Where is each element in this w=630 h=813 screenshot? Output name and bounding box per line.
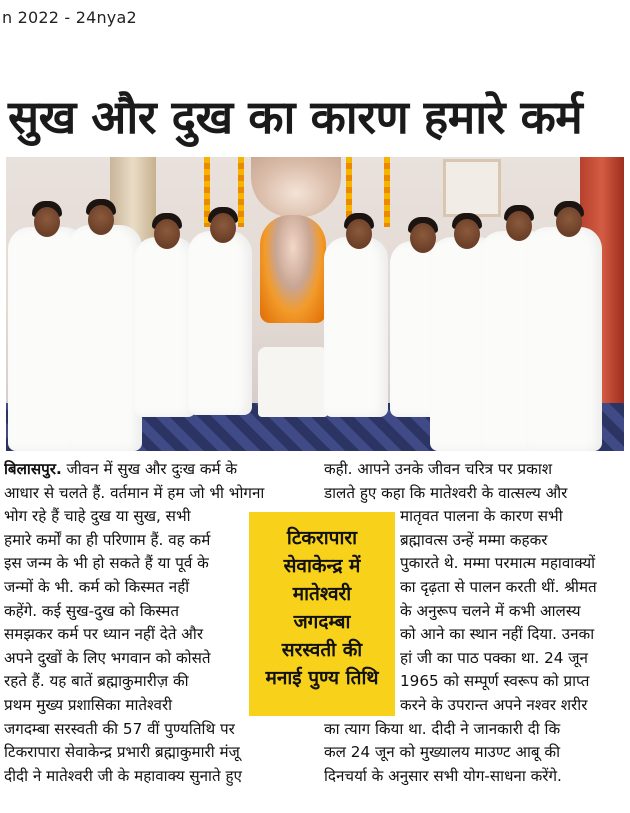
news-photo	[6, 157, 624, 451]
highlight-box-line: टिकरापारा	[286, 527, 358, 549]
person	[324, 237, 388, 417]
article-line: के अनुरूप चलने में कभी आलस्य	[400, 601, 581, 620]
article-line: कहेंगे. कई सुख-दुख को किस्मत	[4, 601, 180, 620]
article-line: कही. आपने उनके जीवन चरित्र पर प्रकाश	[324, 460, 553, 478]
highlight-box-line: मातेश्वरी	[292, 583, 352, 605]
article-line: इस जन्म के भी हो सकते हैं या पूर्व के	[4, 554, 209, 573]
portrait-large	[251, 157, 341, 217]
article-line: भोग रहे हैं चाहे दुख या सुख, सभी	[4, 507, 191, 526]
article-line: अपने दुखों के लिए भगवान को कोसते	[4, 648, 211, 667]
person	[526, 227, 602, 451]
person-head	[454, 219, 480, 249]
article-line: 1965 को सम्पूर्ण स्वरूप को प्राप्त	[400, 672, 590, 691]
marigold-string	[384, 157, 390, 227]
highlight-box-line: मनाई पुण्य तिथि	[265, 667, 379, 689]
article-line: आधार से चलते हैं. वर्तमान में हम जो भी भोगना	[4, 483, 265, 502]
article-line: प्रथम मुख्य प्रशासिका मातेश्वरी	[4, 695, 173, 714]
article-line: ब्रह्मावत्स उन्हें मम्मा कहकर	[400, 530, 548, 549]
article-line: समझकर कर्म पर ध्यान नहीं देते और	[4, 625, 204, 644]
person-head	[154, 219, 180, 249]
date-line: n 2022 - 24nya2	[2, 8, 137, 27]
article-line: का त्याग किया था. दीदी ने जानकारी दी कि	[324, 719, 561, 738]
altar-table	[258, 347, 328, 417]
article-line: करने के उपरान्त अपने नश्वर शरीर	[400, 695, 588, 714]
dateline: बिलासपुर.	[4, 460, 62, 478]
article-line: डालते हुए कहा कि मातेश्वरी के वात्सल्य और	[324, 483, 568, 502]
person-head	[210, 213, 236, 243]
person-head	[556, 207, 582, 237]
article-line: हमारे कर्मों का ही परिणाम हैं. वह कर्म	[4, 530, 211, 549]
article-line: रहते हैं. यह बातें ब्रह्माकुमारीज़ की	[4, 672, 189, 691]
person	[68, 225, 142, 451]
article-line: टिकरापारा सेवाकेन्द्र प्रभारी ब्रह्माकुमारी मंजू	[4, 743, 240, 762]
article-line: का दृढ़ता से पालन करती थीं. श्रीमत	[400, 577, 597, 596]
article-line: जन्मों के भी. कर्म को किस्मत नहीं	[4, 577, 190, 596]
garlanded-portrait	[260, 215, 326, 323]
highlight-box-line: सेवाकेन्द्र में	[283, 555, 361, 577]
person-head	[506, 211, 532, 241]
article-line: जगदम्बा सरस्वती की 57 वीं पुण्यतिथि पर	[4, 719, 235, 738]
person-head	[88, 205, 114, 235]
person-head	[346, 219, 372, 249]
article-line: कल 24 जून को मुख्यालय माउण्ट आबू की	[324, 743, 561, 762]
article-line: पुकारते थे. मम्मा परमात्म महावाक्यों	[400, 554, 596, 573]
person	[134, 237, 196, 417]
article-line: बिलासपुर. जीवन में सुख और दुःख कर्म के	[4, 460, 238, 478]
highlight-box-line: सरस्वती की	[281, 639, 363, 661]
article-line: हां जी का पाठ पक्का था. 24 जून	[400, 648, 588, 667]
article-line: को आने का स्थान नहीं दिया. उनका	[400, 625, 595, 644]
marigold-string	[238, 157, 244, 227]
article-line: दिनचर्या के अनुसार सभी योग-साधना करेंगे.	[324, 766, 562, 785]
headline: सुख और दुख का कारण हमारे कर्म	[8, 90, 583, 144]
highlight-box-line: जगदम्बा	[293, 611, 351, 633]
highlight-box	[249, 512, 395, 716]
article-line: दीदी ने मातेश्वरी जी के महावाक्य सुनाते हुए	[4, 766, 242, 785]
article-line: मातृवत पालना के कारण सभी	[400, 507, 563, 526]
portrait-small	[443, 159, 501, 217]
person	[188, 231, 252, 415]
person-head	[34, 207, 60, 237]
